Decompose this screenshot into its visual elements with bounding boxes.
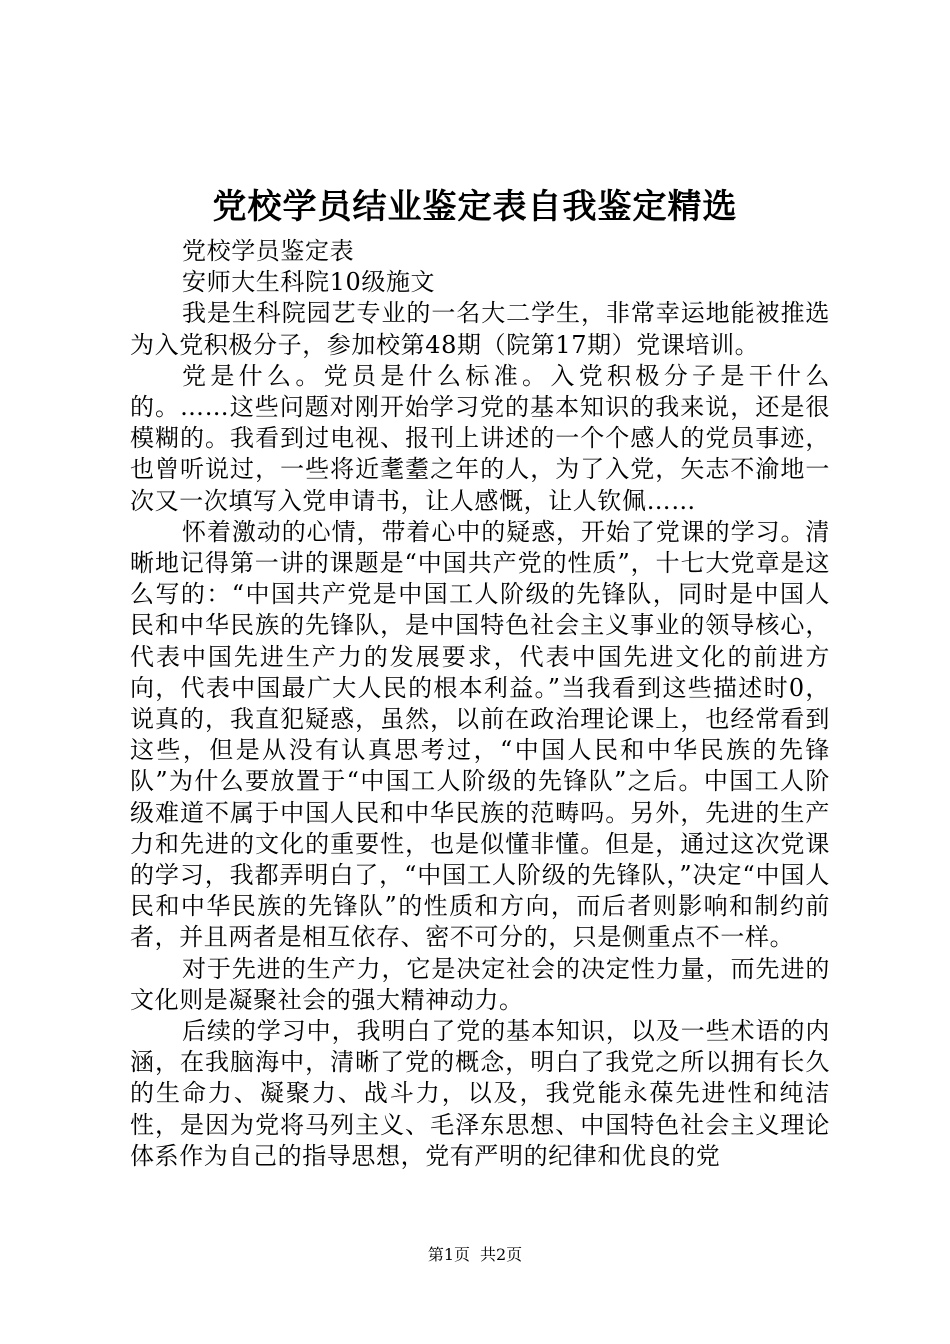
body-paragraph: 安师大生科院10级施文: [182, 268, 436, 297]
document-body: [130, 236, 830, 1172]
body-paragraph: 党校学员鉴定表: [182, 237, 355, 265]
page-footer: [0, 1244, 950, 1266]
body-paragraph: 对于先进的生产力，它是决定社会的决定性力量，而先进的文化则是凝聚社会的强大精神动力。: [130, 954, 830, 1014]
document-title: 党校学员结业鉴定表自我鉴定精选: [212, 187, 738, 227]
body-paragraph: 后续的学习中，我明白了党的基本知识，以及一些术语的内涵，在我脑海中，清晰了党的概念，明白了我党之所以拥有长久的生命力、凝聚力、战斗力，以及，我党能永葆先进性和纯洁性，是因为党将马列主义、毛泽东思想、中国特色社会主义理论体系作为自己的指导思想，党有严明的纪律和优良的党: [130, 1017, 830, 1170]
body-paragraph: 怀着激动的心情，带着心中的疑惑，开始了党课的学习。清晰地记得第一讲的课题是“中国共产党的性质”，十七大党章是这么写的：“中国共产党是中国工人阶级的先锋队，同时是中国人民和中华民族的先锋队，是中国特色社会主义事业的领导核心，代表中国先进生产力的发展要求，代表中国先进文化的前进方向，代表中国最广大人民的根本利益。”当我看到这些描述时0，说真的，我直犯疑惑，虽然，以前在政治理论课上，也经常看到这些，但是从没有认真思考过，“中国人民和中华民族的先锋队”为什么要放置于“中国工人阶级的先锋队”之后。中国工人阶级难道不属于中国人民和中华民族的范畴吗。另外，先进的生产力和先进的文化的重要性，也是似懂非懂。但是，通过这次党课的学习，我都弄明白了，“中国工人阶级的先锋队，”决定“中国人民和中华民族的先锋队”的性质和方向，而后者则影响和制约前者，并且两者是相互依存、密不可分的，只是侧重点不一样。: [130, 517, 830, 952]
page-number-total: 共2页: [480, 1245, 523, 1264]
page-number-current: 第1页: [427, 1245, 470, 1264]
body-paragraph: 党是什么。党员是什么标准。入党积极分子是干什么的。……这些问题对刚开始学习党的基本知识的我来说，还是很模糊的。我看到过电视、报刊上讲述的一个个感人的党员事迹，也曾听说过，一些将近耄耋之年的人，为了入党，矢志不渝地一次又一次填写入党申请书，让人感慨，让人钦佩……: [130, 361, 830, 515]
body-paragraph: 我是生科院园艺专业的一名大二学生，非常幸运地能被推选为入党积极分子，参加校第48期（院第17期）党课培训。: [130, 299, 830, 359]
